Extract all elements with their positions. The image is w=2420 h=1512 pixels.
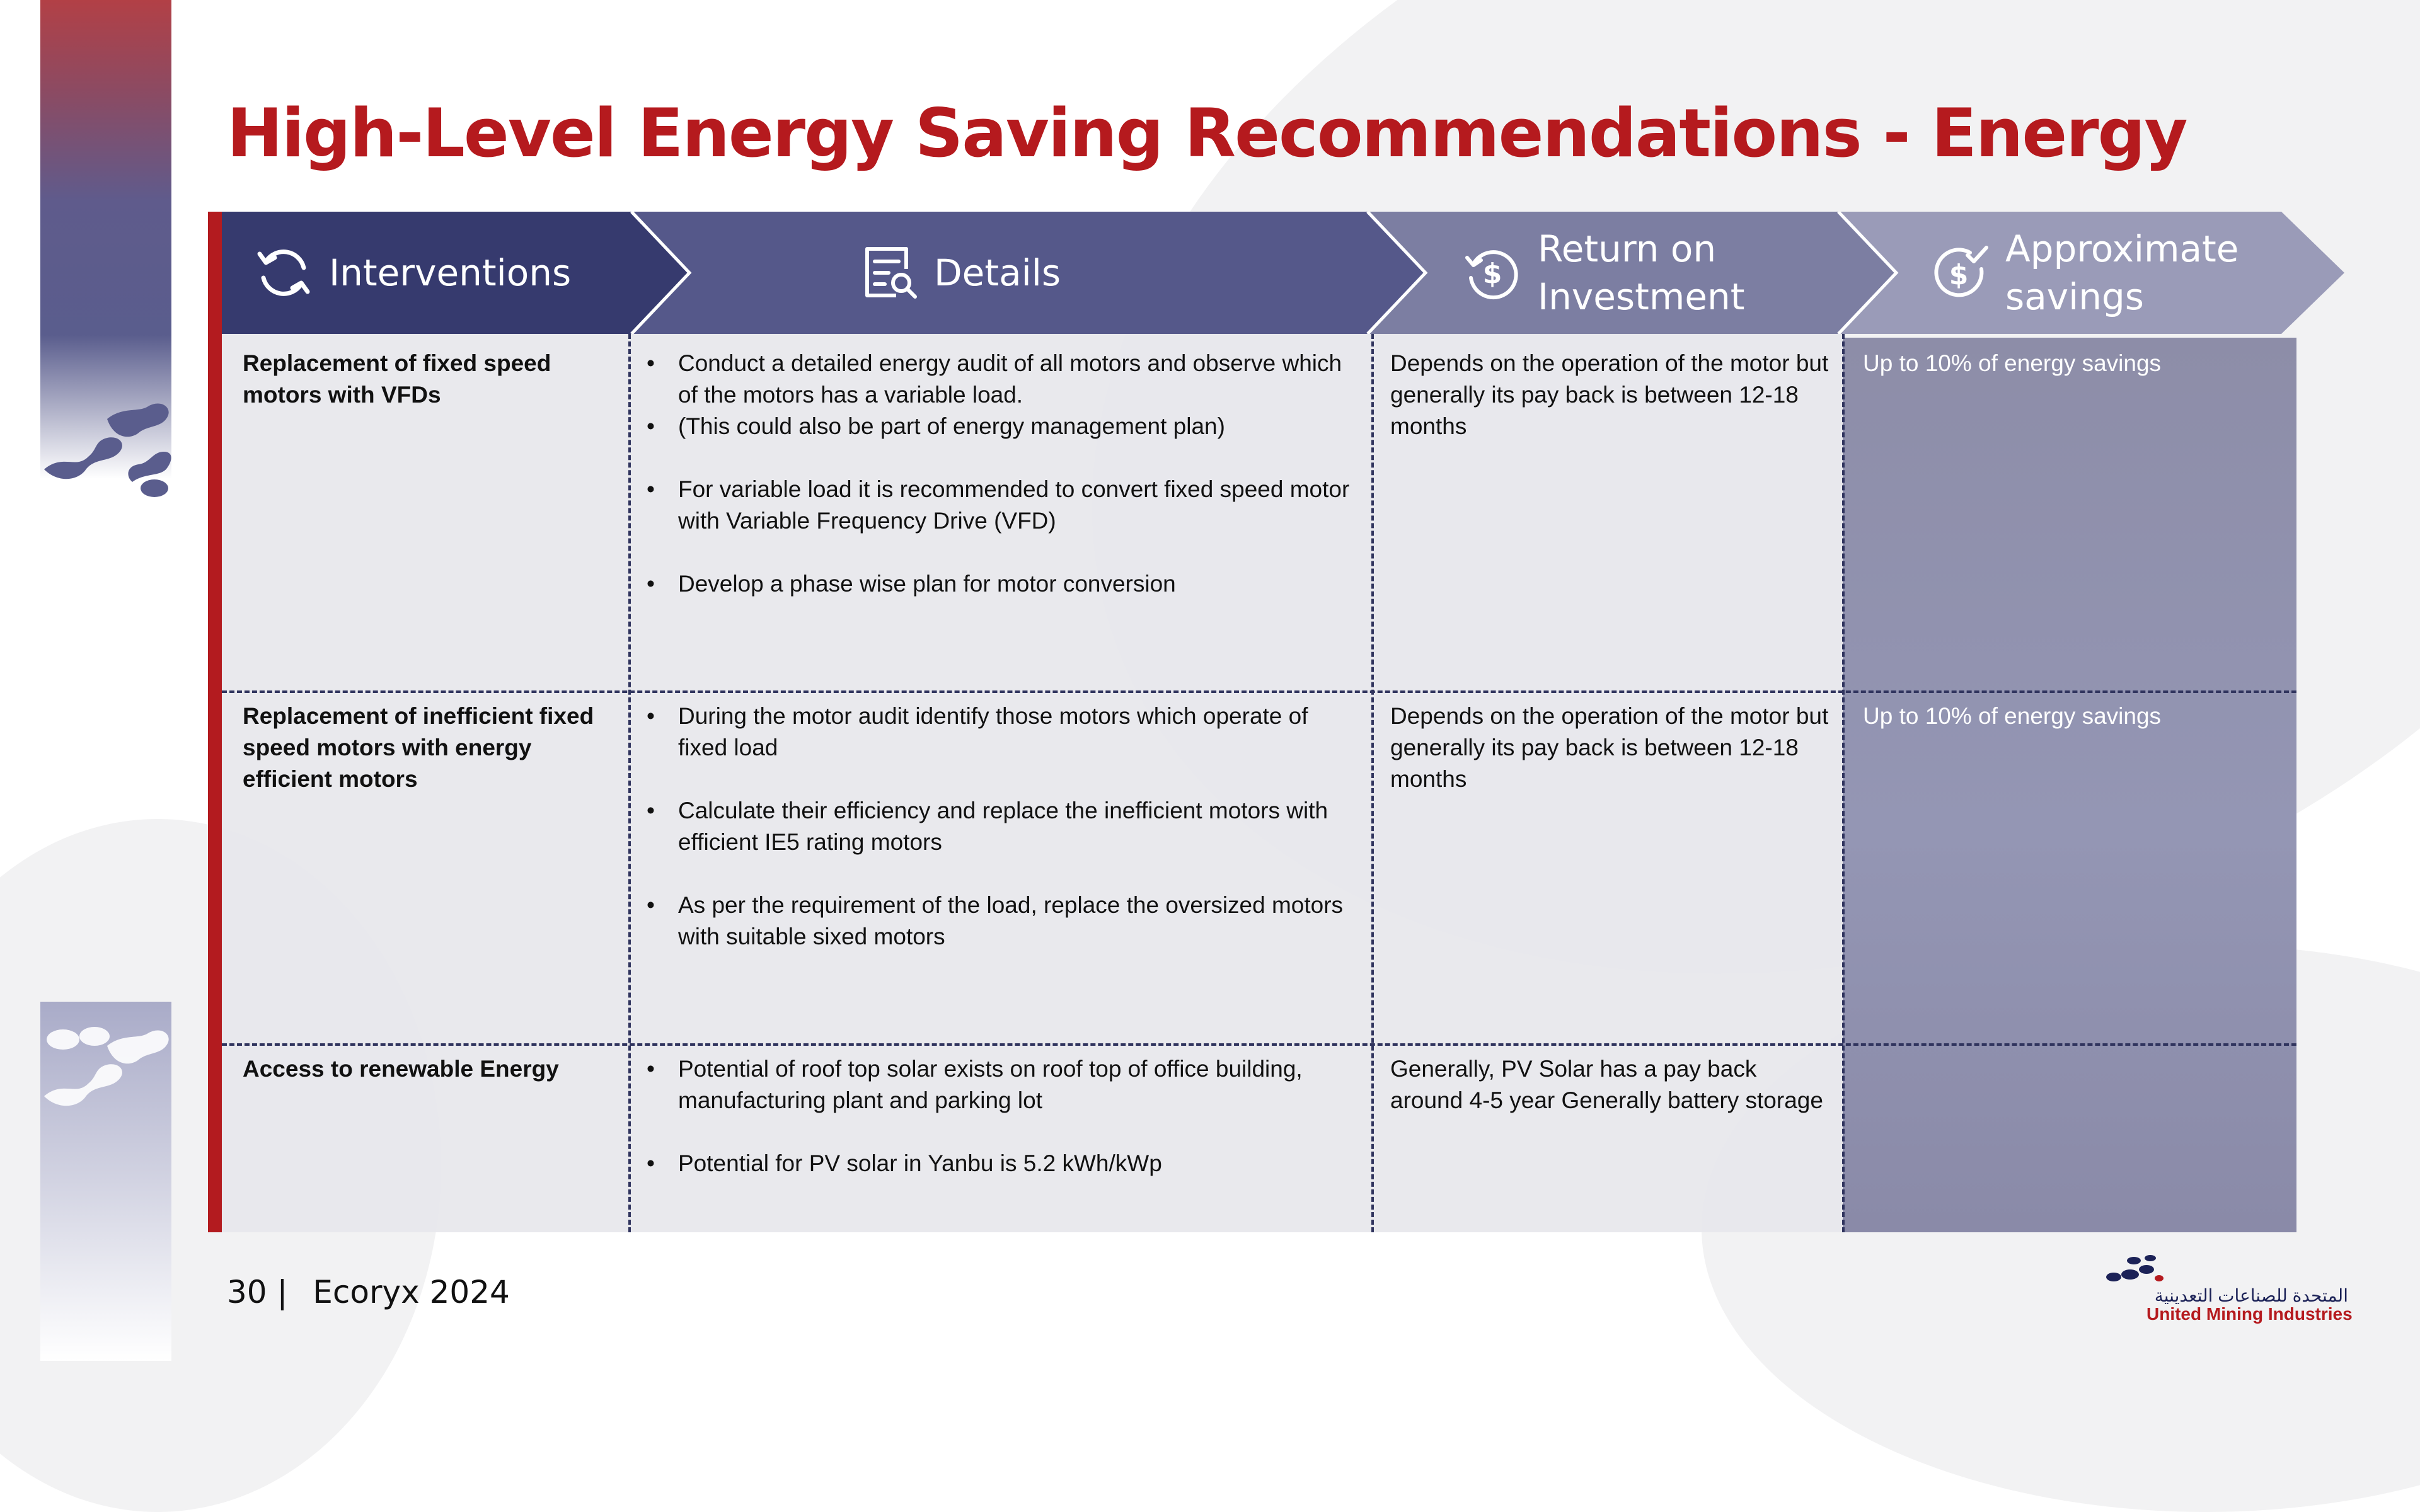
list-item: • (This could also be part of energy management plan) <box>637 411 1361 442</box>
brand-swirl-icon <box>38 1021 176 1128</box>
row-3-intervention: Access to renewable Energy <box>243 1056 559 1082</box>
savings-column-background <box>1843 338 2296 1232</box>
page-number: 30 <box>227 1274 267 1310</box>
list-item: • Potential for PV solar in Yanbu is 5.2 kWh/kWp <box>637 1148 1361 1179</box>
money-return-icon <box>1461 241 1524 304</box>
row-2-roi: Depends on the operation of the motor but generally its pay back is between 12-18 months <box>1390 703 1829 792</box>
row-2-details <box>637 701 1361 953</box>
document-search-icon <box>857 241 920 304</box>
header-roi <box>1461 212 1745 334</box>
page-title: High-Level Energy Saving Recommendations - Energy <box>227 94 2187 172</box>
header-savings-line2: savings <box>2005 275 2144 318</box>
logo-arabic-text: المتحدة للصناعات التعدينية <box>2154 1286 2348 1305</box>
header-savings-line1: Approximate <box>2005 227 2239 270</box>
row-1-details <box>637 348 1361 600</box>
row-2-intervention: Replacement of inefficient fixed speed motors with energy efficient motors <box>243 703 594 792</box>
footer-separator: | <box>277 1274 288 1310</box>
column-divider <box>628 334 631 1232</box>
header-savings-label <box>2005 225 2239 321</box>
svg-text:$: $ <box>1949 259 1969 291</box>
header-roi-line1: Return on <box>1538 227 1717 270</box>
money-check-icon <box>1928 241 1991 304</box>
logo-english-text: United Mining Industries <box>2146 1304 2353 1324</box>
list-item: • Calculate their efficiency and replace the inefficient motors with efficient IE5 rating motors <box>637 795 1361 858</box>
list-item: • Potential of roof top solar exists on roof top of office building, manufacturing plant and parking lot <box>637 1053 1361 1116</box>
footer-company: Ecoryx 2024 <box>313 1274 510 1310</box>
header-interventions-label: Interventions <box>329 251 572 294</box>
header-roi-line2: Investment <box>1538 275 1745 318</box>
row-3-details <box>637 1053 1361 1179</box>
header-details <box>857 212 1061 334</box>
header-interventions <box>252 212 571 334</box>
row-1-savings: Up to 10% of energy savings <box>1863 350 2162 376</box>
svg-text:$: $ <box>1482 258 1502 290</box>
list-item: • During the motor audit identify those motors which operate of fixed load <box>637 701 1361 764</box>
list-item: • Develop a phase wise plan for motor conversion <box>637 568 1361 600</box>
row-2-savings: Up to 10% of energy savings <box>1863 703 2162 729</box>
row-1-intervention: Replacement of fixed speed motors with VFDs <box>243 350 551 408</box>
list-item: • As per the requirement of the load, replace the oversized motors with suitable sixed motors <box>637 890 1361 953</box>
refresh-icon <box>252 241 315 304</box>
brand-swirl-icon <box>38 394 176 501</box>
row-divider <box>222 690 2296 693</box>
row-3-roi: Generally, PV Solar has a pay back around 4-5 year Generally battery storage <box>1390 1056 1823 1113</box>
footer <box>227 1274 510 1310</box>
header-savings <box>1928 212 2239 334</box>
row-divider <box>222 1043 2296 1046</box>
header-details-label: Details <box>934 251 1061 294</box>
column-divider <box>1371 334 1374 1232</box>
list-item: • Conduct a detailed energy audit of all motors and observe which of the motors has a variable load. <box>637 348 1361 411</box>
header-roi-label <box>1538 225 1745 321</box>
table-accent-line <box>208 212 222 1232</box>
list-item: • For variable load it is recommended to convert fixed speed motor with Variable Frequency Drive (VFD) <box>637 474 1361 537</box>
column-divider <box>1842 334 1845 1232</box>
row-1-roi: Depends on the operation of the motor but generally its pay back is between 12-18 months <box>1390 350 1829 439</box>
